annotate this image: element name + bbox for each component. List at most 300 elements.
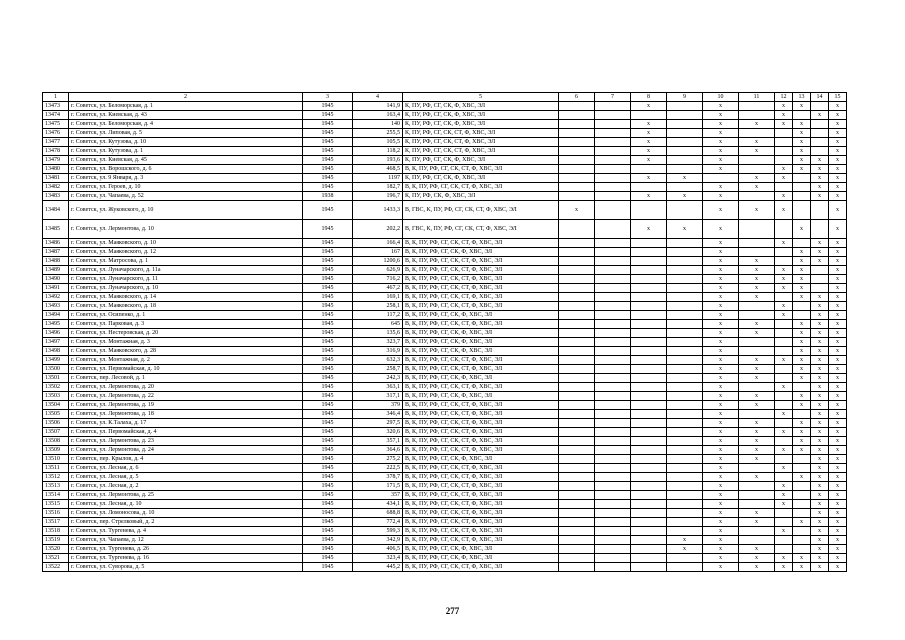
area-cell: 1197 — [353, 174, 403, 183]
year-cell: 1945 — [303, 554, 353, 563]
empty-cell-col-7 — [595, 192, 631, 201]
mark-cell-col-12: x — [775, 120, 793, 129]
address-cell: г. Советск, ул. Маяковского, д. 12 — [69, 248, 303, 257]
empty-cell-col-7 — [595, 293, 631, 302]
row-id-cell: 13478 — [43, 147, 69, 156]
empty-cell-col-9 — [667, 455, 703, 464]
table-row — [43, 563, 847, 572]
mark-cell-col-15: x — [829, 437, 847, 446]
services-cell: В, К, ПУ, РФ, СГ, СК, Ф, ХВС, ЭЛ — [403, 347, 559, 356]
column-header-1: 1 — [43, 93, 69, 102]
mark-cell-col-10: x — [703, 220, 739, 239]
year-cell: 1945 — [303, 464, 353, 473]
mark-cell-col-10: x — [703, 374, 739, 383]
empty-cell-col-6 — [559, 554, 595, 563]
empty-cell-col-12 — [775, 365, 793, 374]
empty-cell-col-8 — [631, 311, 667, 320]
table-row — [43, 257, 847, 266]
empty-cell-col-7 — [595, 156, 631, 165]
area-cell: 105,5 — [353, 138, 403, 147]
empty-cell-col-9 — [667, 410, 703, 419]
services-cell: В, К, ПУ, РФ, СГ, СК, СТ, Ф, ХВС, ЭЛ — [403, 509, 559, 518]
mark-cell-col-13: x — [793, 102, 811, 111]
empty-cell-col-6 — [559, 482, 595, 491]
mark-cell-col-13: x — [793, 147, 811, 156]
empty-cell-col-7 — [595, 383, 631, 392]
mark-cell-col-15: x — [829, 500, 847, 509]
mark-cell-col-8: x — [631, 156, 667, 165]
mark-cell-col-11: x — [739, 329, 775, 338]
mark-cell-col-10: x — [703, 482, 739, 491]
mark-cell-col-14: x — [811, 347, 829, 356]
table-row — [43, 201, 847, 220]
mark-cell-col-10: x — [703, 302, 739, 311]
empty-cell-col-6 — [559, 446, 595, 455]
mark-cell-col-14: x — [811, 302, 829, 311]
mark-cell-col-14: x — [811, 183, 829, 192]
services-cell: К, ПУ, РФ, СГ, СК, Ф, ХВС, ЭЛ — [403, 156, 559, 165]
empty-cell-col-7 — [595, 311, 631, 320]
mark-cell-col-14: x — [811, 311, 829, 320]
area-cell: 316,9 — [353, 347, 403, 356]
address-cell: г. Советск, ул. Осипенко, д. 1 — [69, 311, 303, 320]
address-cell: г. Советск, ул. Маяковского, д. 18 — [69, 302, 303, 311]
mark-cell-col-15: x — [829, 183, 847, 192]
empty-cell-col-11 — [739, 311, 775, 320]
area-cell: 467,2 — [353, 284, 403, 293]
empty-cell-col-9 — [667, 356, 703, 365]
mark-cell-col-11: x — [739, 356, 775, 365]
services-cell: В, К, ПУ, РФ, СГ, СК, СТ, Ф, ХВС, ЭЛ — [403, 491, 559, 500]
mark-cell-col-15: x — [829, 374, 847, 383]
empty-cell-col-6 — [559, 302, 595, 311]
mark-cell-col-9: x — [667, 220, 703, 239]
services-cell: В, К, ПУ, РФ, СГ, СК, СТ, Ф, ХВС, ЭЛ — [403, 437, 559, 446]
mark-cell-col-14: x — [811, 563, 829, 572]
empty-cell-col-6 — [559, 293, 595, 302]
mark-cell-col-14: x — [811, 482, 829, 491]
empty-cell-col-7 — [595, 473, 631, 482]
mark-cell-col-8: x — [631, 120, 667, 129]
mark-cell-col-11: x — [739, 293, 775, 302]
table-row — [43, 500, 847, 509]
year-cell: 1945 — [303, 437, 353, 446]
row-id-cell: 13497 — [43, 338, 69, 347]
empty-cell-col-7 — [595, 536, 631, 545]
row-id-cell: 13489 — [43, 266, 69, 275]
empty-cell-col-7 — [595, 482, 631, 491]
empty-cell-col-7 — [595, 365, 631, 374]
year-cell: 1945 — [303, 491, 353, 500]
column-header-8: 8 — [631, 93, 667, 102]
services-cell: В, К, ПУ, РФ, СГ, СК, СТ, Ф, ХВС, ЭЛ — [403, 293, 559, 302]
row-id-cell: 13506 — [43, 419, 69, 428]
mark-cell-col-10: x — [703, 320, 739, 329]
services-cell: В, К, ПУ, РФ, СГ, СК, СТ, Ф, ХВС, ЭЛ — [403, 183, 559, 192]
mark-cell-col-15: x — [829, 156, 847, 165]
mark-cell-col-11: x — [739, 266, 775, 275]
mark-cell-col-15: x — [829, 320, 847, 329]
empty-cell-col-9 — [667, 302, 703, 311]
empty-cell-col-7 — [595, 464, 631, 473]
mark-cell-col-15: x — [829, 347, 847, 356]
area-cell: 445,2 — [353, 563, 403, 572]
empty-cell-col-9 — [667, 554, 703, 563]
empty-cell-col-6 — [559, 473, 595, 482]
address-cell: г. Советск, ул. Лермонтова, д. 19 — [69, 401, 303, 410]
year-cell: 1945 — [303, 266, 353, 275]
year-cell: 1945 — [303, 320, 353, 329]
empty-cell-col-6 — [559, 509, 595, 518]
mark-cell-col-12: x — [775, 482, 793, 491]
services-cell: В, К, ПУ, РФ, СГ, СК, СТ, Ф, ХВС, ЭЛ — [403, 383, 559, 392]
mark-cell-col-14: x — [811, 356, 829, 365]
empty-cell-col-6 — [559, 192, 595, 201]
year-cell: 1945 — [303, 446, 353, 455]
empty-cell-col-8 — [631, 563, 667, 572]
table-row — [43, 545, 847, 554]
mark-cell-col-15: x — [829, 473, 847, 482]
mark-cell-col-12: x — [775, 491, 793, 500]
empty-cell-col-12 — [775, 374, 793, 383]
column-header-13: 13 — [793, 93, 811, 102]
empty-cell-col-6 — [559, 138, 595, 147]
page-number: 277 — [445, 606, 460, 616]
empty-cell-col-14 — [811, 147, 829, 156]
mark-cell-col-15: x — [829, 509, 847, 518]
table-row — [43, 293, 847, 302]
year-cell: 1945 — [303, 293, 353, 302]
year-cell: 1945 — [303, 455, 353, 464]
empty-cell-col-11 — [739, 156, 775, 165]
mark-cell-col-13: x — [793, 320, 811, 329]
mark-cell-col-15: x — [829, 338, 847, 347]
services-cell: В, К, ПУ, РФ, СГ, СК, Ф, ХВС, ЭЛ — [403, 248, 559, 257]
empty-cell-col-8 — [631, 201, 667, 220]
address-cell: г. Советск, ул. Первомайская, д. 10 — [69, 365, 303, 374]
empty-cell-col-6 — [559, 356, 595, 365]
empty-cell-col-12 — [775, 183, 793, 192]
mark-cell-col-15: x — [829, 329, 847, 338]
mark-cell-col-15: x — [829, 464, 847, 473]
empty-cell-col-8 — [631, 392, 667, 401]
year-cell: 1945 — [303, 338, 353, 347]
mark-cell-col-8: x — [631, 138, 667, 147]
empty-cell-col-7 — [595, 329, 631, 338]
mark-cell-col-14: x — [811, 165, 829, 174]
mark-cell-col-15: x — [829, 401, 847, 410]
empty-cell-col-6 — [559, 275, 595, 284]
row-id-cell: 13484 — [43, 201, 69, 220]
area-cell: 117,2 — [353, 311, 403, 320]
table-row — [43, 410, 847, 419]
row-id-cell: 13500 — [43, 365, 69, 374]
row-id-cell: 13519 — [43, 536, 69, 545]
address-cell: г. Советск, ул. Лермонтова, д. 20 — [69, 383, 303, 392]
mark-cell-col-15: x — [829, 102, 847, 111]
address-cell: г. Советск, ул. Первомайская, д. 4 — [69, 428, 303, 437]
mark-cell-col-15: x — [829, 410, 847, 419]
empty-cell-col-13 — [793, 410, 811, 419]
mark-cell-col-10: x — [703, 563, 739, 572]
mark-cell-col-15: x — [829, 518, 847, 527]
row-id-cell: 13474 — [43, 111, 69, 120]
area-cell: 182,7 — [353, 183, 403, 192]
empty-cell-col-6 — [559, 129, 595, 138]
table-row — [43, 374, 847, 383]
address-cell: г. Советск, пер. Крылов, д. 4 — [69, 455, 303, 464]
address-cell: г. Советск, ул. Тургенева, д. 4 — [69, 527, 303, 536]
year-cell: 1945 — [303, 473, 353, 482]
row-id-cell: 13479 — [43, 156, 69, 165]
mark-cell-col-15: x — [829, 147, 847, 156]
mark-cell-col-13: x — [793, 248, 811, 257]
mark-cell-col-14: x — [811, 518, 829, 527]
mark-cell-col-15: x — [829, 536, 847, 545]
empty-cell-col-6 — [559, 266, 595, 275]
empty-cell-col-9 — [667, 347, 703, 356]
empty-cell-col-13 — [793, 527, 811, 536]
empty-cell-col-8 — [631, 365, 667, 374]
services-cell: В, К, ПУ, РФ, СГ, СК, СТ, Ф, ХВС, ЭЛ — [403, 410, 559, 419]
mark-cell-col-15: x — [829, 284, 847, 293]
address-cell: г. Советск, ул. Чапаева, д. 52 — [69, 192, 303, 201]
row-id-cell: 13512 — [43, 473, 69, 482]
services-cell: В, К, ПУ, РФ, СГ, СК, СТ, Ф, ХВС, ЭЛ — [403, 165, 559, 174]
mark-cell-col-13: x — [793, 554, 811, 563]
mark-cell-col-13: x — [793, 446, 811, 455]
mark-cell-col-13: x — [793, 138, 811, 147]
empty-cell-col-8 — [631, 248, 667, 257]
mark-cell-col-10: x — [703, 536, 739, 545]
mark-cell-col-10: x — [703, 491, 739, 500]
mark-cell-col-10: x — [703, 329, 739, 338]
mark-cell-col-6: x — [559, 201, 595, 220]
empty-cell-col-7 — [595, 563, 631, 572]
year-cell: 1945 — [303, 392, 353, 401]
empty-cell-col-6 — [559, 239, 595, 248]
empty-cell-col-9 — [667, 374, 703, 383]
empty-cell-col-12 — [775, 455, 793, 464]
table-row — [43, 473, 847, 482]
empty-cell-col-8 — [631, 482, 667, 491]
area-cell: 363,1 — [353, 383, 403, 392]
services-cell: В, К, ПУ, РФ, СГ, СК, СТ, Ф, ХВС, ЭЛ — [403, 266, 559, 275]
mark-cell-col-15: x — [829, 266, 847, 275]
mark-cell-col-10: x — [703, 383, 739, 392]
address-cell: г. Советск, пер. Стрелковый, д. 2 — [69, 518, 303, 527]
empty-cell-col-7 — [595, 183, 631, 192]
services-cell: В, К, ПУ, РФ, СГ, СК, СТ, Ф, ХВС, ЭЛ — [403, 239, 559, 248]
mark-cell-col-9: x — [667, 174, 703, 183]
year-cell: 1945 — [303, 545, 353, 554]
area-cell: 135,6 — [353, 329, 403, 338]
area-cell: 357,1 — [353, 437, 403, 446]
year-cell: 1945 — [303, 183, 353, 192]
empty-cell-col-12 — [775, 338, 793, 347]
empty-cell-col-8 — [631, 473, 667, 482]
empty-cell-col-9 — [667, 509, 703, 518]
empty-cell-col-11 — [739, 500, 775, 509]
table-row — [43, 220, 847, 239]
mark-cell-col-11: x — [739, 428, 775, 437]
empty-cell-col-7 — [595, 437, 631, 446]
mark-cell-col-10: x — [703, 201, 739, 220]
address-cell: г. Советск, ул. Кутузова, д. 10 — [69, 138, 303, 147]
year-cell: 1945 — [303, 356, 353, 365]
mark-cell-col-13: x — [793, 392, 811, 401]
row-id-cell: 13477 — [43, 138, 69, 147]
table-row — [43, 320, 847, 329]
mark-cell-col-13: x — [793, 338, 811, 347]
address-cell: г. Советск, ул. Лесная, д. 2 — [69, 482, 303, 491]
mark-cell-col-12: x — [775, 284, 793, 293]
empty-cell-col-6 — [559, 545, 595, 554]
area-cell: 1200,6 — [353, 257, 403, 266]
empty-cell-col-13 — [793, 239, 811, 248]
mark-cell-col-12: x — [775, 554, 793, 563]
empty-cell-col-10 — [703, 174, 739, 183]
mark-cell-col-15: x — [829, 192, 847, 201]
mark-cell-col-14: x — [811, 500, 829, 509]
empty-cell-col-12 — [775, 129, 793, 138]
services-cell: В, К, ПУ, РФ, СГ, СК, СТ, Ф, ХВС, ЭЛ — [403, 365, 559, 374]
mark-cell-col-10: x — [703, 266, 739, 275]
empty-cell-col-9 — [667, 239, 703, 248]
table-row — [43, 365, 847, 374]
mark-cell-col-10: x — [703, 129, 739, 138]
mark-cell-col-12: x — [775, 446, 793, 455]
area-cell: 378,7 — [353, 473, 403, 482]
table-row — [43, 437, 847, 446]
mark-cell-col-15: x — [829, 356, 847, 365]
empty-cell-col-6 — [559, 338, 595, 347]
mark-cell-col-10: x — [703, 419, 739, 428]
empty-cell-col-8 — [631, 293, 667, 302]
services-cell: В, К, ПУ, РФ, СГ, СК, Ф, ХВС, ЭЛ — [403, 545, 559, 554]
empty-cell-col-7 — [595, 428, 631, 437]
year-cell: 1945 — [303, 138, 353, 147]
empty-cell-col-11 — [739, 338, 775, 347]
row-id-cell: 13493 — [43, 302, 69, 311]
mark-cell-col-10: x — [703, 248, 739, 257]
mark-cell-col-13: x — [793, 275, 811, 284]
mark-cell-col-10: x — [703, 192, 739, 201]
mark-cell-col-10: x — [703, 347, 739, 356]
table-row — [43, 491, 847, 500]
row-id-cell: 13511 — [43, 464, 69, 473]
address-cell: г. Советск, ул. Монтажная, д. 2 — [69, 356, 303, 365]
area-cell: 258,7 — [353, 365, 403, 374]
empty-cell-col-6 — [559, 401, 595, 410]
empty-cell-col-6 — [559, 491, 595, 500]
mark-cell-col-15: x — [829, 455, 847, 464]
empty-cell-col-8 — [631, 257, 667, 266]
column-header-6: 6 — [559, 93, 595, 102]
empty-cell-col-6 — [559, 120, 595, 129]
empty-cell-col-8 — [631, 410, 667, 419]
empty-cell-col-6 — [559, 374, 595, 383]
mark-cell-col-10: x — [703, 518, 739, 527]
row-id-cell: 13482 — [43, 183, 69, 192]
year-cell: 1945 — [303, 527, 353, 536]
empty-cell-col-6 — [559, 329, 595, 338]
mark-cell-col-13: x — [793, 293, 811, 302]
area-cell: 167 — [353, 248, 403, 257]
mark-cell-col-14: x — [811, 392, 829, 401]
empty-cell-col-7 — [595, 102, 631, 111]
mark-cell-col-10: x — [703, 284, 739, 293]
empty-cell-col-9 — [667, 165, 703, 174]
area-cell: 255,5 — [353, 129, 403, 138]
column-header-7: 7 — [595, 93, 631, 102]
empty-cell-col-11 — [739, 129, 775, 138]
mark-cell-col-9: x — [667, 545, 703, 554]
empty-cell-col-12 — [775, 347, 793, 356]
empty-cell-col-12 — [775, 293, 793, 302]
mark-cell-col-12: x — [775, 311, 793, 320]
mark-cell-col-10: x — [703, 257, 739, 266]
empty-cell-col-9 — [667, 138, 703, 147]
column-header-15: 15 — [829, 93, 847, 102]
mark-cell-col-10: x — [703, 365, 739, 374]
empty-cell-col-12 — [775, 401, 793, 410]
mark-cell-col-10: x — [703, 138, 739, 147]
address-cell: г. Советск, ул. Луначарского, д. 11а — [69, 266, 303, 275]
empty-cell-col-6 — [559, 419, 595, 428]
address-cell: г. Советск, ул. Ворошского, д. 6 — [69, 165, 303, 174]
empty-cell-col-9 — [667, 563, 703, 572]
table-row — [43, 102, 847, 111]
empty-cell-col-13 — [793, 111, 811, 120]
empty-cell-col-8 — [631, 266, 667, 275]
mark-cell-col-11: x — [739, 275, 775, 284]
empty-cell-col-7 — [595, 284, 631, 293]
empty-cell-col-12 — [775, 329, 793, 338]
mark-cell-col-15: x — [829, 220, 847, 239]
empty-cell-col-14 — [811, 120, 829, 129]
year-cell: 1945 — [303, 111, 353, 120]
address-cell: г. Советск, ул. Лесная, д. 6 — [69, 464, 303, 473]
empty-cell-col-8 — [631, 518, 667, 527]
mark-cell-col-8: x — [631, 192, 667, 201]
empty-cell-col-8 — [631, 464, 667, 473]
mark-cell-col-12: x — [775, 275, 793, 284]
mark-cell-col-14: x — [811, 554, 829, 563]
empty-cell-col-6 — [559, 383, 595, 392]
mark-cell-col-11: x — [739, 201, 775, 220]
services-cell: В, К, ПУ, РФ, СГ, СК, Ф, ХВС, ЭЛ — [403, 338, 559, 347]
row-id-cell: 13507 — [43, 428, 69, 437]
mark-cell-col-13: x — [793, 428, 811, 437]
area-cell: 468,5 — [353, 165, 403, 174]
row-id-cell: 13480 — [43, 165, 69, 174]
empty-cell-col-12 — [775, 248, 793, 257]
mark-cell-col-15: x — [829, 563, 847, 572]
empty-cell-col-11 — [739, 410, 775, 419]
mark-cell-col-12: x — [775, 500, 793, 509]
address-cell: г. Советск, ул. К.Талаха, д. 17 — [69, 419, 303, 428]
mark-cell-col-12: x — [775, 464, 793, 473]
mark-cell-col-13: x — [793, 220, 811, 239]
area-cell: 323,4 — [353, 554, 403, 563]
empty-cell-col-8 — [631, 437, 667, 446]
area-cell: 222,5 — [353, 464, 403, 473]
address-cell: г. Советск, ул. Чапаева, д. 12 — [69, 536, 303, 545]
table-row — [43, 446, 847, 455]
address-cell: г. Советск, ул. Героев, д. 10 — [69, 183, 303, 192]
mark-cell-col-11: x — [739, 518, 775, 527]
